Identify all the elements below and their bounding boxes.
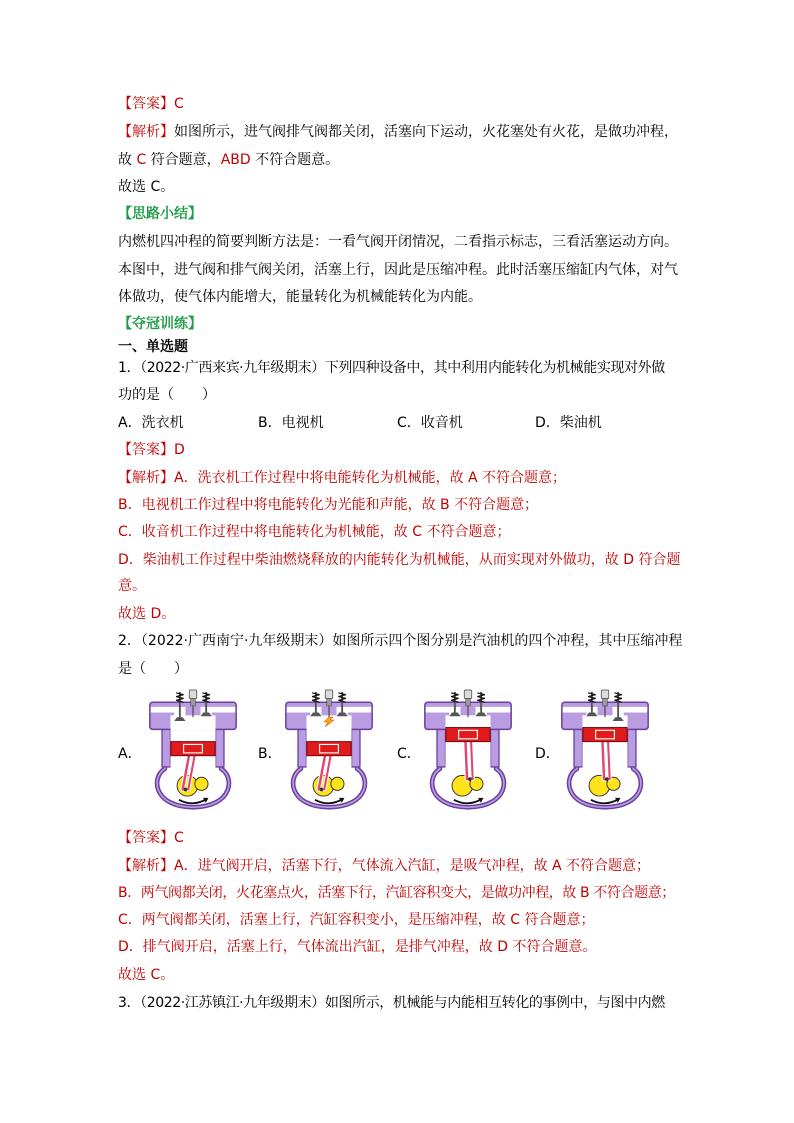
analysis-label: 【解析】 (118, 124, 174, 140)
spark-plug-cap (601, 690, 609, 698)
q2-figure-label-a: A． (118, 746, 142, 762)
piston (446, 728, 490, 742)
intake-valve-spring (451, 693, 459, 702)
cylinder-wall-left (574, 728, 582, 767)
intake-valve-spring (588, 693, 596, 702)
answer-value: C (174, 96, 184, 112)
cylinder-wall-left (162, 728, 170, 767)
analysis-text: A．洗衣机工作过程中将电能转化为机械能，故 A 不符合题意； (174, 470, 567, 486)
answer-value: C (174, 830, 184, 846)
q1-analysis-line: D．柴油机工作过程中柴油燃烧释放的内能转化为机械能，从而实现对外做功，故 D 符合题 (118, 552, 681, 568)
spark-plug-body (191, 698, 196, 706)
q2-conclusion: 故选 C。 (118, 967, 175, 983)
crank-pin (468, 777, 472, 781)
crank-counterweight (195, 777, 208, 790)
exhaust-valve-spring (338, 693, 346, 702)
spark-plug-body (327, 698, 332, 706)
option-letters: ABD (220, 152, 251, 168)
crank-counterweight (331, 777, 344, 790)
q1-answer-line (118, 440, 185, 460)
q1-option-d: D．柴油机 (535, 415, 602, 431)
q1-analysis-line: 意。 (118, 578, 146, 594)
q1-analysis-line (118, 468, 566, 488)
q1-stem-line: 功的是（ ） (118, 387, 216, 403)
spark-plug-cap (189, 690, 197, 698)
exhaust-valve-spring (477, 693, 485, 702)
answer-label: 【答案】 (118, 830, 174, 846)
analysis-text: 符合题意， (146, 152, 221, 168)
cylinder-wall-right (216, 728, 224, 767)
q2-analysis-line (118, 856, 650, 876)
q2-analysis-line: D．排气阀开启，活塞上行，气体流出汽缸，是排气冲程，故 D 不符合题意。 (118, 939, 597, 955)
cylinder-wall-left (298, 728, 306, 767)
training-heading: 【夺冠训练】 (118, 316, 202, 332)
spark-plug-cap (325, 690, 333, 698)
option-letter: C (136, 152, 147, 168)
summary-line: 内燃机四冲程的简要判断方法是：一看气阀开闭情况，二看指示标志，三看活塞运动方向。 (118, 234, 678, 250)
summary-line: 体做功，使气体内能增大，能量转化为机械能转化为内能。 (118, 289, 482, 305)
intake-valve-spring (312, 693, 320, 702)
analysis-label: 【解析】 (118, 858, 174, 874)
piston (171, 742, 215, 756)
answer-label: 【答案】 (118, 96, 174, 112)
engine-diagram-a (146, 690, 240, 812)
q1-option-b: B．电视机 (258, 415, 324, 431)
cylinder-wall-right (628, 728, 636, 767)
engine-diagram-c (421, 690, 515, 812)
engine-diagram-b (282, 690, 376, 812)
analysis-text: A．进气阀开启，活塞下行，气体流入汽缸，是吸气冲程，故 A 不符合题意； (174, 858, 651, 874)
spark-plug-body (466, 698, 471, 706)
answer-label: 【答案】 (118, 442, 174, 458)
q1-analysis-line: B．电视机工作过程中将电能转化为光能和声能，故 B 不符合题意； (118, 497, 539, 513)
crank-pin (605, 777, 609, 781)
q1-conclusion: 故选 D。 (118, 606, 176, 622)
example-analysis-line (118, 150, 339, 170)
q2-stem-line: 是（ ） (118, 661, 188, 677)
example-answer-line (118, 94, 184, 114)
exhaust-valve-spring (202, 693, 210, 702)
intake-valve-spring (176, 693, 184, 702)
q2-figure-label-d: D． (535, 746, 560, 762)
q1-analysis-line: C．收音机工作过程中将电能转化为机械能，故 C 不符合题意； (118, 524, 511, 540)
example-conclusion: 故选 C。 (118, 179, 175, 195)
summary-line: 本图中，进气阀和排气阀关闭，活塞上行，因此是压缩冲程。此时活塞压缩缸内气体，对气 (118, 262, 678, 278)
q2-figure-label-c: C． (397, 746, 421, 762)
piston (307, 742, 351, 756)
q2-analysis-line: B．两气阀都关闭，火花塞点火，活塞下行，汽缸容积变大，是做功冲程，故 B 不符合题意； (118, 885, 675, 901)
piston (583, 728, 627, 742)
section-title: 一、单选题 (118, 339, 188, 355)
q1-option-a: A．洗衣机 (118, 415, 184, 431)
exhaust-valve-spring (614, 693, 622, 702)
crank-pin (184, 788, 188, 792)
summary-heading: 【思路小结】 (118, 206, 202, 222)
q2-stem-line: 2．（2022·广西南宁·九年级期末）如图所示四个图分别是汽油机的四个冲程，其中压缩冲程 (118, 633, 683, 649)
q1-option-c: C．收音机 (397, 415, 463, 431)
cylinder-wall-right (352, 728, 360, 767)
cylinder-wall-right (491, 728, 499, 767)
spark-plug-cap (464, 690, 472, 698)
spark-plug-body (603, 698, 608, 706)
answer-value: D (174, 442, 185, 458)
analysis-text: 不符合题意。 (250, 152, 340, 168)
analysis-text: 故 (118, 152, 137, 168)
q2-answer-line (118, 828, 184, 848)
example-analysis-line (118, 122, 678, 142)
q2-figure-label-b: B． (258, 746, 282, 762)
q2-analysis-line: C．两气阀都关闭，活塞上行，汽缸容积变小，是压缩冲程，故 C 符合题意； (118, 912, 595, 928)
analysis-text: 如图所示，进气阀排气阀都关闭，活塞向下运动，火花塞处有火花，是做功冲程， (174, 124, 678, 140)
q3-stem-line: 3．（2022·江苏镇江·九年级期末）如图所示，机械能与内能相互转化的事例中，与图中内燃 (118, 995, 665, 1011)
analysis-label: 【解析】 (118, 470, 174, 486)
crank-pin (320, 788, 324, 792)
engine-diagram-d (558, 690, 652, 812)
cylinder-wall-left (437, 728, 445, 767)
q1-stem-line: 1．（2022·广西来宾·九年级期末）下列四种设备中，其中利用内能转化为机械能实现对外做 (118, 360, 665, 376)
